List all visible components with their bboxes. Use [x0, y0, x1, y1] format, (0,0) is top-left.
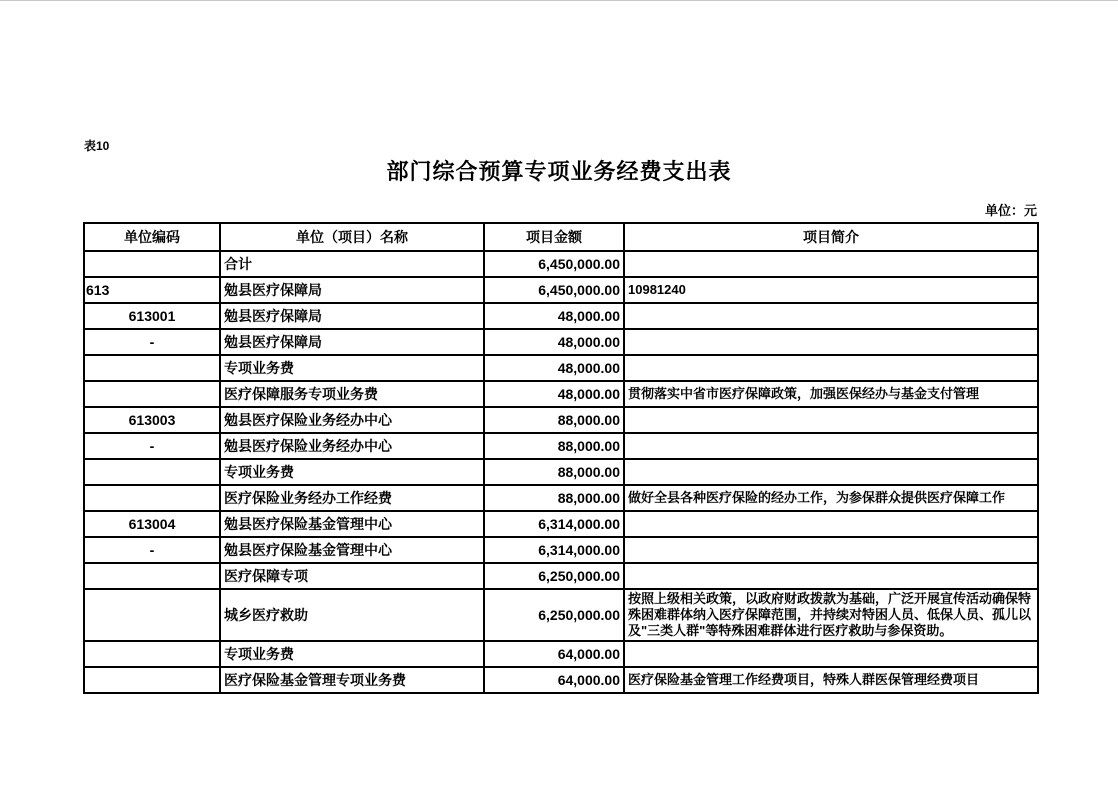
cell-name: 城乡医疗救助	[220, 589, 484, 641]
cell-desc	[624, 459, 1038, 485]
cell-amount: 48,000.00	[484, 303, 624, 329]
cell-amount: 6,250,000.00	[484, 589, 624, 641]
cell-desc: 10981240	[624, 277, 1038, 303]
cell-name: 勉县医疗保险基金管理中心	[220, 511, 484, 537]
column-header-3: 项目金额	[484, 223, 624, 251]
scan-edge-artifact	[0, 0, 1118, 1]
cell-desc: 医疗保险基金管理工作经费项目，特殊人群医保管理经费项目	[624, 667, 1038, 693]
cell-name: 勉县医疗保险业务经办中心	[220, 433, 484, 459]
cell-desc	[624, 641, 1038, 667]
cell-code	[84, 485, 220, 511]
table-row	[84, 303, 1038, 329]
table-row	[84, 329, 1038, 355]
table-row	[84, 589, 1038, 641]
cell-code: -	[84, 433, 220, 459]
cell-desc	[624, 355, 1038, 381]
cell-amount: 6,450,000.00	[484, 277, 624, 303]
cell-code: 613004	[84, 511, 220, 537]
column-header-2: 单位（项目）名称	[220, 223, 484, 251]
cell-amount: 88,000.00	[484, 407, 624, 433]
cell-code	[84, 251, 220, 277]
table-row	[84, 667, 1038, 693]
cell-code	[84, 355, 220, 381]
cell-name: 医疗保障服务专项业务费	[220, 381, 484, 407]
cell-name: 专项业务费	[220, 641, 484, 667]
cell-name: 专项业务费	[220, 459, 484, 485]
unit-note: 单位：元	[984, 203, 1037, 218]
cell-amount: 88,000.00	[484, 459, 624, 485]
cell-amount: 48,000.00	[484, 381, 624, 407]
cell-desc	[624, 303, 1038, 329]
table-row	[84, 251, 1038, 277]
cell-amount: 6,314,000.00	[484, 511, 624, 537]
table-header-row	[84, 223, 1038, 251]
cell-desc	[624, 537, 1038, 563]
cell-name: 勉县医疗保险业务经办中心	[220, 407, 484, 433]
cell-name: 勉县医疗保险基金管理中心	[220, 537, 484, 563]
cell-name: 勉县医疗保障局	[220, 303, 484, 329]
cell-amount: 48,000.00	[484, 355, 624, 381]
column-header-4: 项目简介	[624, 223, 1038, 251]
budget-table	[83, 222, 1039, 694]
cell-code	[84, 589, 220, 641]
table-row	[84, 563, 1038, 589]
cell-amount: 88,000.00	[484, 433, 624, 459]
table-row	[84, 355, 1038, 381]
page-title: 部门综合预算专项业务经费支出表	[386, 159, 732, 184]
table-row	[84, 511, 1038, 537]
cell-name: 专项业务费	[220, 355, 484, 381]
table-row	[84, 433, 1038, 459]
cell-desc	[624, 511, 1038, 537]
cell-code: 613001	[84, 303, 220, 329]
table-number-label: 表10	[84, 139, 110, 153]
cell-desc	[624, 407, 1038, 433]
cell-desc: 按照上级相关政策，以政府财政拨款为基础，广泛开展宣传活动确保特殊困难群体纳入医疗保障范围，并持续对特困人员、低保人员、孤儿以及"三类人群"等特殊困难群体进行医疗救助与参保资助。	[624, 589, 1038, 641]
cell-amount: 64,000.00	[484, 667, 624, 693]
cell-amount: 48,000.00	[484, 329, 624, 355]
cell-desc: 贯彻落实中省市医疗保障政策，加强医保经办与基金支付管理	[624, 381, 1038, 407]
cell-name: 勉县医疗保障局	[220, 329, 484, 355]
cell-code: -	[84, 329, 220, 355]
column-header-1: 单位编码	[84, 223, 220, 251]
cell-amount: 6,314,000.00	[484, 537, 624, 563]
cell-code: -	[84, 537, 220, 563]
table-body	[84, 251, 1038, 693]
cell-desc	[624, 433, 1038, 459]
cell-desc	[624, 329, 1038, 355]
cell-code	[84, 459, 220, 485]
cell-name: 医疗保险基金管理专项业务费	[220, 667, 484, 693]
cell-code	[84, 641, 220, 667]
cell-name: 合计	[220, 251, 484, 277]
cell-amount: 88,000.00	[484, 485, 624, 511]
table-row	[84, 641, 1038, 667]
cell-amount: 6,450,000.00	[484, 251, 624, 277]
cell-code	[84, 563, 220, 589]
table-row	[84, 277, 1038, 303]
table-row	[84, 485, 1038, 511]
cell-name: 医疗保险业务经办工作经费	[220, 485, 484, 511]
cell-code: 613003	[84, 407, 220, 433]
cell-desc	[624, 563, 1038, 589]
cell-desc	[624, 251, 1038, 277]
table-row	[84, 537, 1038, 563]
cell-amount: 6,250,000.00	[484, 563, 624, 589]
table-row	[84, 381, 1038, 407]
cell-code	[84, 667, 220, 693]
cell-name: 勉县医疗保障局	[220, 277, 484, 303]
cell-code	[84, 381, 220, 407]
cell-name: 医疗保障专项	[220, 563, 484, 589]
table-row	[84, 407, 1038, 433]
cell-code: 613	[84, 277, 220, 303]
cell-desc: 做好全县各种医疗保险的经办工作，为参保群众提供医疗保障工作	[624, 485, 1038, 511]
table-row	[84, 459, 1038, 485]
cell-amount: 64,000.00	[484, 641, 624, 667]
